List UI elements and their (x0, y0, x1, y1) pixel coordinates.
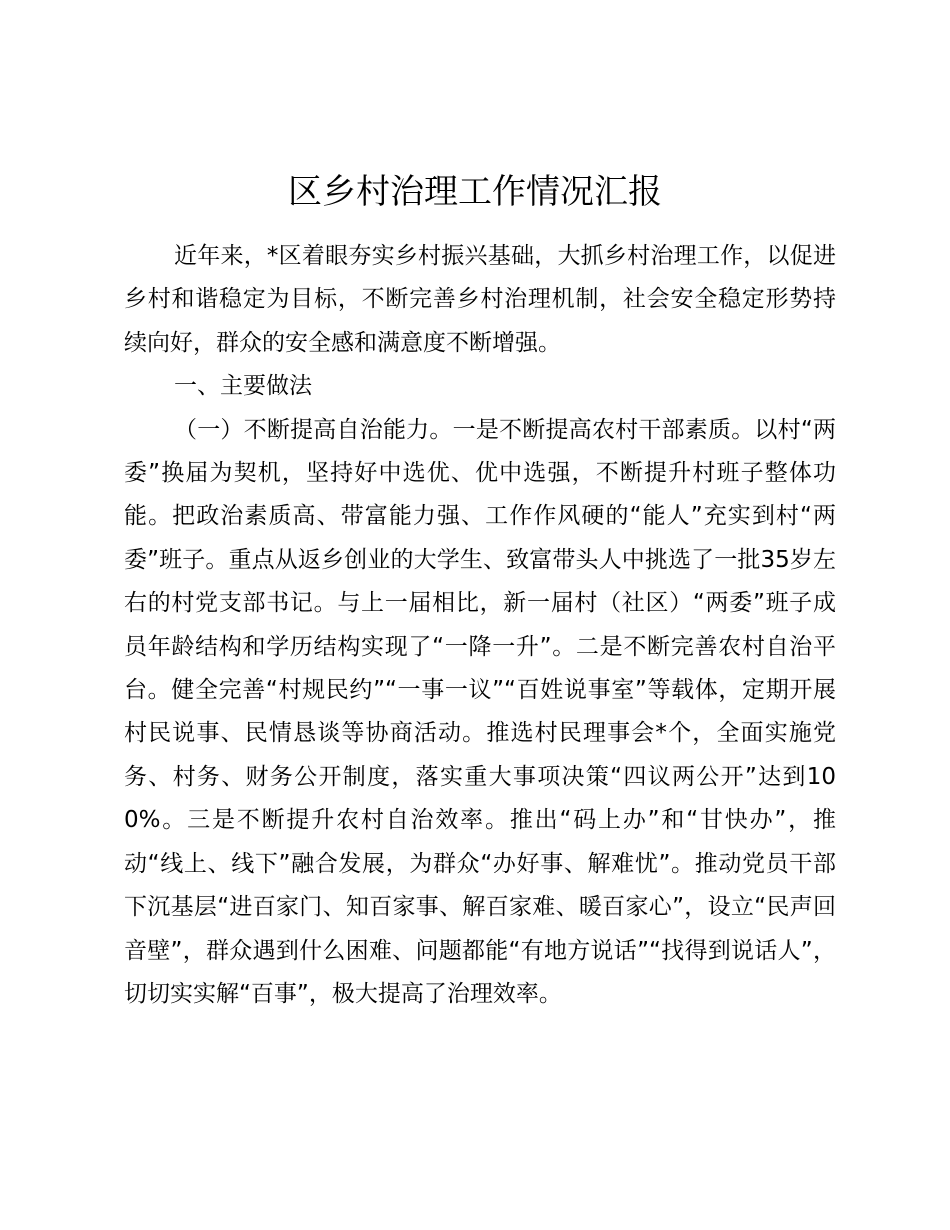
section-heading: 一、主要做法 (174, 373, 312, 400)
document-title: 区乡村治理工作情况汇报 (288, 172, 662, 212)
intro-paragraph: 近年来，*区着眼夯实乡村振兴基础，大抓乡村治理工作，以促进乡村和谐稳定为目标，不断完善乡村治理机制，社会安全稳定形势持续向好，群众的安全感和满意度不断增强。 (124, 243, 836, 356)
document-body (124, 235, 836, 1016)
section-paragraph: （一）不断提高自治能力。一是不断提高农村干部素质。以村“两委”换届为契机，坚持好中选优、优中选强，不断提升村班子整体功能。把政治素质高、带富能力强、工作作风硬的“能人”充实到村“两委”班子。重点从返乡创业的大学生、致富带头人中挑选了一批35岁左右的村党支部书记。与上一届相比，新一届村（社区）“两委”班子成员年龄结构和学历结构实现了“一降一升”。二是不断完善农村自治平台。健全完善“村规民约”“一事一议”“百姓说事室”等载体，定期开展村民说事、民情恳谈等协商活动。推选村民理事会*个，全面实施党务、村务、财务公开制度，落实重大事项决策“四议两公开”达到100%。三是不断提升农村自治效率。推出“码上办”和“甘快办”，推动“线上、线下”融合发展，为群众“办好事、解难忧”。推动党员干部下沉基层“进百家门、知百家事、解百家难、暖百家心”，设立“民声回音壁”，群众遇到什么困难、问题都能“有地方说话”“找得到说话人”，切切实实解“百事”，极大提高了治理效率。 (124, 416, 836, 1007)
